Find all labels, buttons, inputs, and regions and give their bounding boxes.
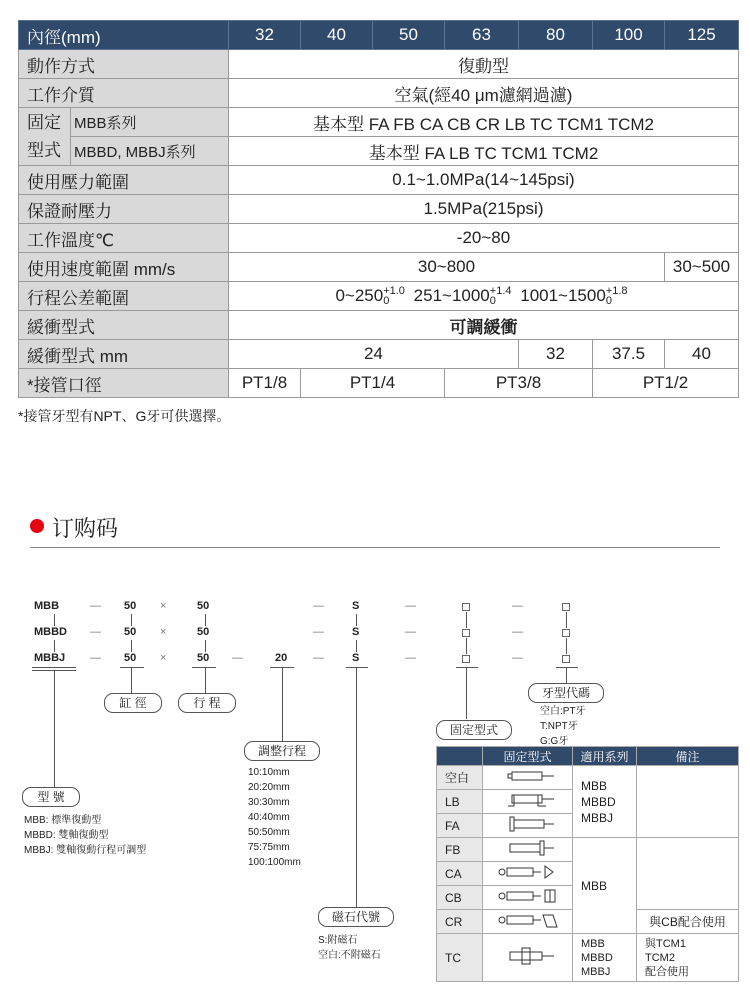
bore-32: 32: [229, 21, 301, 50]
adjust-option: 30:30mm: [248, 797, 290, 808]
cylinder-tc-icon: [483, 934, 573, 982]
series-2: MBB: [573, 838, 637, 934]
mount-slot-icon: [462, 603, 470, 611]
magnet-pill: 磁石代號: [318, 907, 394, 927]
cushion-mm-4: 40: [665, 340, 739, 369]
bore-80: 80: [519, 21, 593, 50]
bore-underline: [120, 667, 144, 668]
cylinder-cr-icon: [483, 910, 573, 934]
bore-code: 50: [124, 600, 137, 612]
stroke-code: 50: [197, 626, 210, 638]
model-pill: 型 號: [22, 787, 80, 807]
spec-header-row: [19, 21, 739, 50]
tol-1-upper: +1.0: [383, 285, 405, 298]
speed-value-2: 30~500: [665, 253, 739, 282]
connector: [356, 640, 357, 652]
connector: [205, 640, 206, 652]
times-sign: ×: [160, 626, 167, 638]
dash: —: [405, 600, 416, 612]
mount-pill: 固定型式: [436, 720, 512, 740]
magnet-desc-item: S:附磁石: [318, 935, 358, 946]
mount-code: LB: [437, 790, 483, 814]
bore-code: 50: [124, 652, 137, 664]
cylinder-drawing: [493, 864, 563, 880]
mount-type-table: [436, 746, 739, 982]
spec-table: [18, 20, 739, 398]
dash: —: [90, 600, 101, 612]
connector: [356, 614, 357, 626]
stroke-leader: [205, 667, 206, 693]
series-3: MBB MBBD MBBJ: [573, 934, 637, 982]
times-sign: ×: [160, 600, 167, 612]
thread-slot-icon: [562, 603, 570, 611]
magnet-desc-item: 空白:不附磁石: [318, 950, 381, 961]
note-empty: [637, 838, 739, 910]
cylinder-drawing: [498, 946, 558, 966]
cylinder-drawing: [498, 816, 558, 832]
connector: [54, 640, 55, 652]
adjust-code: 20: [275, 652, 288, 664]
bore-header-label: 內徑(mm): [19, 21, 229, 50]
thread-underline: [556, 667, 578, 668]
port-label: *接管口徑: [19, 369, 229, 398]
mount-code: CA: [437, 862, 483, 886]
tolerance-label: 行程公差範圍: [19, 282, 229, 311]
mount-row: [437, 934, 739, 982]
cushion-mm-row: [19, 340, 739, 369]
pressure-label: 使用壓力範圍: [19, 166, 229, 195]
adjust-option: 50:50mm: [248, 827, 290, 838]
model-leader: [54, 670, 55, 788]
cushion-mm-label: 緩衝型式 mm: [19, 340, 229, 369]
action-row: [19, 50, 739, 79]
tol-3-upper: +1.8: [605, 285, 628, 298]
magnet-underline: [346, 667, 368, 668]
magnet-leader: [356, 667, 357, 907]
cushion-mm-2: 32: [519, 340, 593, 369]
mount-code: FB: [437, 838, 483, 862]
mount-leader: [466, 667, 467, 719]
connector: [566, 612, 567, 628]
model-desc-item: MBBJ: 雙軸復動行程可調型: [24, 845, 147, 856]
tol-range-2: 251~1000: [413, 285, 490, 305]
proof-label: 保證耐壓力: [19, 195, 229, 224]
proof-value: 1.5MPa(215psi): [229, 195, 739, 224]
mount-slot-icon: [462, 629, 470, 637]
header-blank: [437, 747, 483, 766]
tol-1-lower: 0: [383, 295, 390, 308]
dash: —: [232, 652, 243, 664]
dash: —: [405, 626, 416, 638]
dash: —: [512, 652, 523, 664]
magnet-code: S: [352, 652, 360, 664]
tol-range-1: 0~250: [335, 285, 384, 305]
stroke-code: 50: [197, 600, 210, 612]
section-bullet-icon: [30, 519, 44, 533]
tolerance-values: [229, 282, 739, 311]
dash: —: [313, 652, 324, 664]
dash: —: [313, 600, 324, 612]
port-1: PT1/8: [229, 369, 301, 398]
stroke-pill: 行 程: [178, 693, 236, 713]
connector: [131, 614, 132, 626]
tolerance-row: [19, 282, 739, 311]
temp-row: [19, 224, 739, 253]
bore-pill: 缸 徑: [104, 693, 162, 713]
medium-row: [19, 79, 739, 108]
series-1: MBB MBBD MBBJ: [573, 766, 637, 838]
cylinder-ca-icon: [483, 862, 573, 886]
model-mbbj: MBBJ: [34, 652, 66, 664]
header-notes: 備注: [637, 747, 739, 766]
cylinder-fa-icon: [483, 814, 573, 838]
connector: [466, 638, 467, 654]
magnet-code: S: [352, 600, 360, 612]
dash: —: [90, 652, 101, 664]
cushion-value: 可調緩衝: [229, 311, 739, 340]
mount-table-header: [437, 747, 739, 766]
model-mbbd: MBBD: [34, 626, 67, 638]
mount-label-2: 型式: [27, 140, 61, 160]
thread-desc-item: G:G牙: [540, 736, 569, 747]
cylinder-cb-icon: [483, 886, 573, 910]
header-series: 適用系列: [573, 747, 637, 766]
mbbd-series-label: MBBD, MBBJ系列: [71, 137, 229, 166]
port-note: *接管牙型有NPT、G牙可供選擇。: [18, 408, 231, 424]
action-value: 復動型: [229, 50, 739, 79]
port-3: PT3/8: [445, 369, 593, 398]
tol-range-3: 1001~1500: [520, 285, 606, 305]
bore-40: 40: [301, 21, 373, 50]
bore-50: 50: [373, 21, 445, 50]
magnet-desc: [318, 933, 381, 963]
order-title: 订购码: [52, 516, 119, 541]
times-sign: ×: [160, 652, 167, 664]
note-cr: 與CB配合使用: [637, 910, 739, 934]
cylinder-drawing: [498, 792, 558, 808]
mount-code: TC: [437, 934, 483, 982]
connector: [54, 614, 55, 626]
bore-125: 125: [665, 21, 739, 50]
thread-desc: [540, 704, 586, 749]
note-empty: [637, 766, 739, 838]
note-tc: 與TCM1 TCM2 配合使用: [637, 934, 739, 982]
connector: [566, 638, 567, 654]
mount-row: [437, 838, 739, 862]
cylinder-fb-icon: [483, 838, 573, 862]
cylinder-drawing: [498, 840, 558, 856]
dash: —: [90, 626, 101, 638]
cylinder-drawing: [498, 770, 558, 782]
mount-underline: [456, 667, 478, 668]
mount-code: CB: [437, 886, 483, 910]
dash: —: [512, 600, 523, 612]
speed-label: 使用速度範圍 mm/s: [19, 253, 229, 282]
cylinder-drawing: [493, 911, 563, 929]
adjust-option: 20:20mm: [248, 782, 290, 793]
model-desc-item: MBB: 標準復動型: [24, 815, 102, 826]
mount-row: [437, 766, 739, 790]
dash: —: [405, 652, 416, 664]
port-2: PT1/4: [301, 369, 445, 398]
magnet-code: S: [352, 626, 360, 638]
mount-label-1: 固定: [27, 112, 61, 132]
model-underline: [32, 667, 76, 668]
thread-pill: 牙型代碼: [528, 683, 604, 703]
thread-desc-item: 空白:PT牙: [540, 706, 586, 717]
speed-row: [19, 253, 739, 282]
proof-row: [19, 195, 739, 224]
bore-code: 50: [124, 626, 137, 638]
tol-3-limits: [606, 286, 628, 306]
mount-code: CR: [437, 910, 483, 934]
tol-2-lower: 0: [489, 295, 496, 308]
thread-slot-icon: [562, 655, 570, 663]
action-label: 動作方式: [19, 50, 229, 79]
tol-1-limits: [383, 286, 405, 306]
temp-value: -20~80: [229, 224, 739, 253]
temp-label: 工作溫度℃: [19, 224, 229, 253]
dash: —: [313, 626, 324, 638]
adjust-option: 100:100mm: [248, 857, 301, 868]
stroke-code: 50: [197, 652, 210, 664]
mount-code: 空白: [437, 766, 483, 790]
tol-2-limits: [490, 286, 512, 306]
adjust-option: 75:75mm: [248, 842, 290, 853]
speed-value-1: 30~800: [229, 253, 665, 282]
section-divider: [30, 547, 720, 548]
model-mbb: MBB: [34, 600, 60, 612]
mbb-series-label: MBB系列: [71, 108, 229, 137]
pressure-row: [19, 166, 739, 195]
mount-label: [19, 108, 71, 166]
model-desc: [24, 813, 146, 858]
connector: [466, 612, 467, 628]
mount-slot-icon: [462, 655, 470, 663]
adjust-pill: 調整行程: [244, 741, 320, 761]
pressure-value: 0.1~1.0MPa(14~145psi): [229, 166, 739, 195]
adjust-list: [248, 765, 301, 870]
tol-2-upper: +1.4: [489, 285, 512, 298]
adjust-option: 10:10mm: [248, 767, 290, 778]
mbb-mount-types: 基本型 FA FB CA CB CR LB TC TCM1 TCM2: [229, 108, 739, 137]
dash: —: [512, 626, 523, 638]
cylinder-lb-icon: [483, 790, 573, 814]
bore-63: 63: [445, 21, 519, 50]
bore-100: 100: [593, 21, 665, 50]
header-mount: 固定型式: [483, 747, 573, 766]
mount-code: FA: [437, 814, 483, 838]
cushion-row: [19, 311, 739, 340]
stroke-underline: [192, 667, 216, 668]
medium-value: 空氣(經40 μm濾網過濾): [229, 79, 739, 108]
mount-row-mbb: [19, 108, 739, 137]
tol-3-lower: 0: [605, 295, 612, 308]
cylinder-drawing: [493, 888, 563, 904]
cushion-mm-1: 24: [229, 340, 519, 369]
cushion-label: 緩衝型式: [19, 311, 229, 340]
medium-label: 工作介質: [19, 79, 229, 108]
cylinder-basic-icon: [483, 766, 573, 790]
port-row: [19, 369, 739, 398]
mount-row-mbbd: [19, 137, 739, 166]
thread-leader: [566, 667, 567, 683]
model-desc-item: MBBD: 雙軸復動型: [24, 830, 109, 841]
connector: [205, 614, 206, 626]
cushion-mm-3: 37.5: [593, 340, 665, 369]
adjust-option: 40:40mm: [248, 812, 290, 823]
connector: [131, 640, 132, 652]
thread-slot-icon: [562, 629, 570, 637]
thread-desc-item: T:NPT牙: [540, 721, 578, 732]
adjust-leader: [282, 667, 283, 741]
mbbd-mount-types: 基本型 FA LB TC TCM1 TCM2: [229, 137, 739, 166]
port-4: PT1/2: [593, 369, 739, 398]
bore-leader: [131, 667, 132, 693]
